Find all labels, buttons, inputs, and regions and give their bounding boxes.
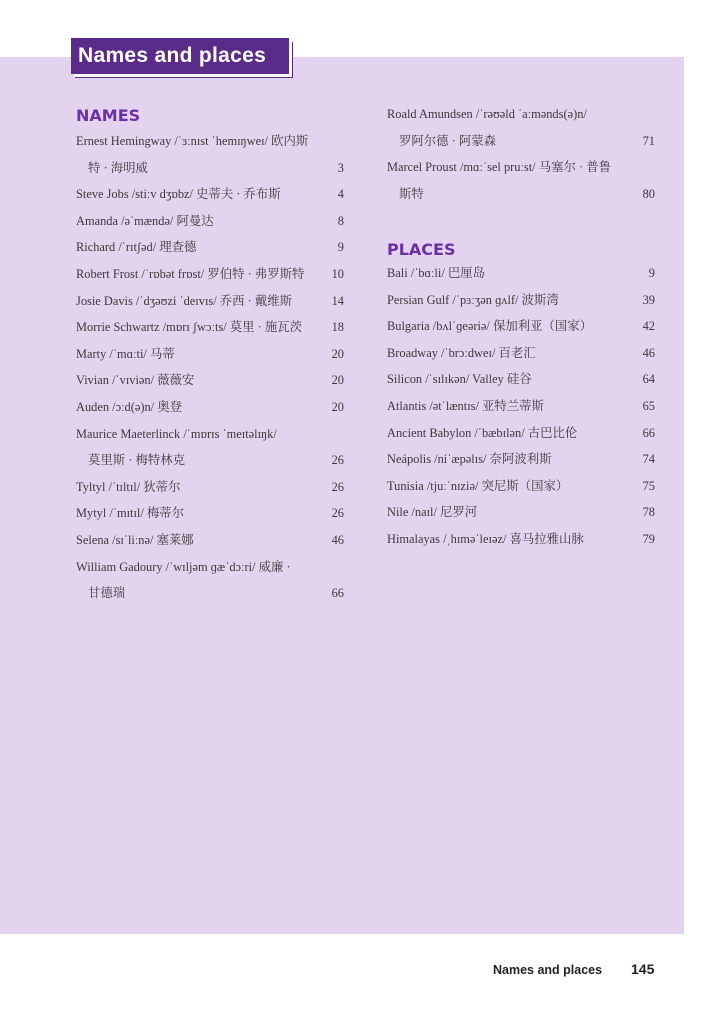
entry-text: Bali /ˈbɑːli/ 巴厘岛 [387,266,486,280]
index-entry [387,128,655,155]
index-entry [387,260,655,287]
entry-page: 26 [331,479,344,494]
entry-page: 78 [642,505,655,520]
entry-page: 8 [337,213,344,228]
entry-page: 10 [331,266,344,281]
entry-text: Morrie Schwartz /mɒrɪ ʃwɔːts/ 莫里 · 施瓦茨 [76,320,303,335]
index-entry [76,234,344,261]
entry-page: 66 [331,586,344,601]
index-entry [387,154,655,181]
index-entry [76,128,344,155]
entry-text: Richard /ˈrɪtʃəd/ 理查德 [76,240,197,255]
index-entry [76,474,344,501]
entry-page: 66 [642,425,655,440]
places-list [387,260,655,553]
entry-text: Atlantis /ətˈlæntɪs/ 亚特兰蒂斯 [387,398,544,413]
entry-text: Silicon /ˈsɪlɪkən/ Valley 硅谷 [387,372,532,387]
index-entry [387,181,655,208]
entry-text: 斯特 [399,186,424,201]
entry-page: 20 [331,346,344,361]
entry-page: 9 [648,266,655,280]
entry-text: Nile /naɪl/ 尼罗河 [387,505,478,520]
entry-text: Auden /ɔːd(ə)n/ 奥登 [76,399,182,414]
index-entry [76,261,344,288]
entry-page: 4 [337,187,344,202]
index-entry [387,313,655,340]
entry-page: 71 [642,133,655,148]
index-entry [76,341,344,368]
index-entry [76,288,344,315]
entry-text: 甘德瑞 [88,586,126,601]
index-entry [387,526,655,553]
index-entry [76,208,344,235]
index-entry [76,181,344,208]
index-entry [387,420,655,447]
entry-text: 莫里斯 · 梅特林克 [88,453,186,468]
entry-text: Tunisia /tjuːˈnɪziə/ 突尼斯（国家） [387,478,569,493]
entry-text: Marcel Proust /mɑːˈsel pruːst/ 马塞尔 · 普鲁 [387,160,611,175]
index-entry [76,155,344,182]
entry-text: Himalayas /ˌhɪməˈleɪəz/ 喜马拉雅山脉 [387,531,584,546]
entry-page: 75 [642,478,655,493]
index-entry [387,340,655,367]
index-entry [387,473,655,500]
entry-page: 20 [331,373,344,388]
index-entry [76,394,344,421]
entry-text: 特 · 海明威 [88,160,148,175]
names-list-continued [387,101,655,207]
index-entry [387,446,655,473]
entry-page: 79 [642,531,655,546]
index-entry [387,366,655,393]
entry-text: Tyltyl /ˈtɪltɪl/ 狄蒂尔 [76,479,181,494]
index-entry [387,393,655,420]
entry-text: Bulgaria /bʌlˈɡeəriə/ 保加利亚（国家） [387,319,593,334]
index-entry [76,527,344,554]
entry-page: 80 [642,186,655,201]
entry-page: 9 [337,240,344,255]
names-list [76,128,344,607]
index-entry [76,421,344,448]
places-heading: PLACES [387,240,456,259]
index-entry [76,447,344,474]
entry-text: Ancient Babylon /ˈbæbɪlən/ 古巴比伦 [387,425,578,440]
entry-text: Steve Jobs /stiːv dʒɒbz/ 史蒂夫 · 乔布斯 [76,187,281,202]
index-entry [387,499,655,526]
entry-page: 14 [331,293,344,308]
entry-page: 3 [337,160,344,175]
entry-text: Vivian /ˈvɪviən/ 薇薇安 [76,373,195,388]
entry-text: Roald Amundsen /ˈrəʊəld ˈaːmənds(ə)n/ [387,107,587,121]
entry-text: William Gadoury /ˈwɪljəm ɡæˈdɔːri/ 威廉 · [76,559,291,574]
entry-text: Josie Davis /ˈdʒəʊzi ˈdeɪvɪs/ 乔西 · 戴维斯 [76,293,293,308]
entry-page: 65 [642,398,655,413]
entry-text: Broadway /ˈbrɔːdweɪ/ 百老汇 [387,345,536,360]
entry-text: Maurice Maeterlinck /ˈmɒrɪs ˈmeɪtəlɪŋk/ [76,426,277,441]
entry-page: 26 [331,453,344,468]
index-entry [76,554,344,581]
entry-page: 26 [331,506,344,521]
entry-page: 46 [642,345,655,360]
index-entry [76,500,344,527]
entry-page: 18 [331,320,344,335]
entry-text: 罗阿尔德 · 阿蒙森 [399,133,497,148]
index-entry [76,314,344,341]
entry-text: Marty /ˈmɑːti/ 马蒂 [76,346,175,361]
names-heading: NAMES [76,106,141,125]
entry-text: Selena /sɪˈliːnə/ 塞莱娜 [76,532,194,547]
index-entry [76,580,344,607]
entry-text: Neápolis /niˈæpəlɪs/ 奈阿波利斯 [387,452,552,467]
entry-page: 20 [331,399,344,414]
index-entry [387,101,655,128]
entry-text: Amanda /əˈmændə/ 阿曼达 [76,213,214,228]
footer-page-number: 145 [631,961,655,977]
entry-page: 74 [642,452,655,467]
entry-text: Robert Frost /ˈrɒbət frɒst/ 罗伯特 · 弗罗斯特 [76,266,305,281]
entry-text: Mytyl /ˈmɪtɪl/ 梅蒂尔 [76,506,185,521]
index-entry [387,287,655,314]
index-entry [76,367,344,394]
entry-page: 39 [642,292,655,307]
footer-section-label: Names and places [493,963,603,977]
entry-page: 46 [331,532,344,547]
entry-text: Ernest Hemingway /ˈɜːnɪst ˈhemɪŋweɪ/ 欧内斯 [76,134,309,148]
entry-page: 42 [642,319,655,334]
entry-text: Persian Gulf /ˈpɜːʒən ɡʌlf/ 波斯湾 [387,292,559,307]
page-title: Names and places [78,44,267,67]
entry-page: 64 [642,372,655,387]
